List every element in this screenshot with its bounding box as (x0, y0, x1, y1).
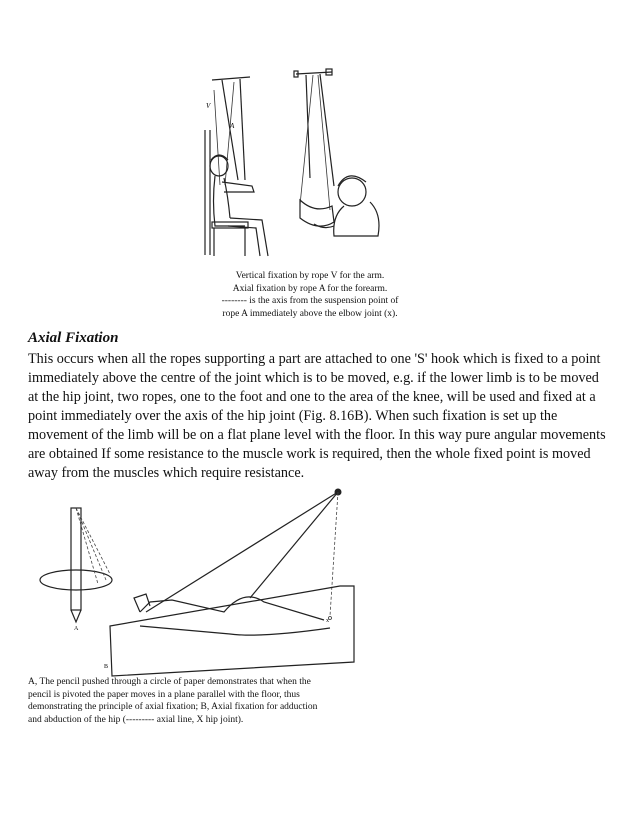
caption-line-1: Vertical fixation by rope V for the arm. (235, 271, 385, 281)
hip-joint-label: x (326, 618, 329, 624)
caption-line-2: Axial fixation by rope A for the forearm. (232, 283, 388, 294)
suspension-illustration (0, 0, 638, 270)
section-heading: Axial Fixation (28, 330, 119, 346)
figure-b-label: B (104, 664, 109, 670)
rope-v-label: V (206, 102, 211, 110)
bottom-figure-caption: A, The pencil pushed through a circle of paper demonstrates that when the pencil is pivoted the paper moves in a plane parallel with the floor, thus demonstrating the principle of axial fixation; B, Axial fixation for adduction and abduction of the hip (--------- axial line, X hip joint). (28, 677, 318, 725)
axial-fixation-diagram (0, 486, 638, 676)
seated-figure-drawing (205, 77, 268, 256)
reclining-figure-drawing (294, 69, 379, 236)
caption-line-3: -------- is the axis from the suspension point of (221, 296, 399, 306)
pencil-paper-diagram (40, 508, 112, 622)
rope-a-label: A (230, 122, 235, 130)
figure-a-label: A (74, 626, 79, 632)
caption-line-4: rope A immediately above the elbow joint (x). (222, 308, 398, 319)
top-figure-caption (195, 270, 425, 320)
section-body: This occurs when all the ropes supporting a part are attached to one 'S' hook which is fixed to a point immediately above the centre of the joint which is to be moved, e.g. if the lower limb is to be moved at the hip joint, two ropes, one to the foot and one to the area of the knee, will be used and fixed at a point immediately over the axis of the hip joint (Fig. 8.16B). When such fixation is set up the movement of the limb will be on a flat plane level with the floor. In this way pure angular movements are obtained If some resistance to the muscle work is required, then the whole fixed point is moved away from the muscles which require resistance. (28, 351, 606, 481)
lying-figure-diagram (110, 489, 354, 677)
